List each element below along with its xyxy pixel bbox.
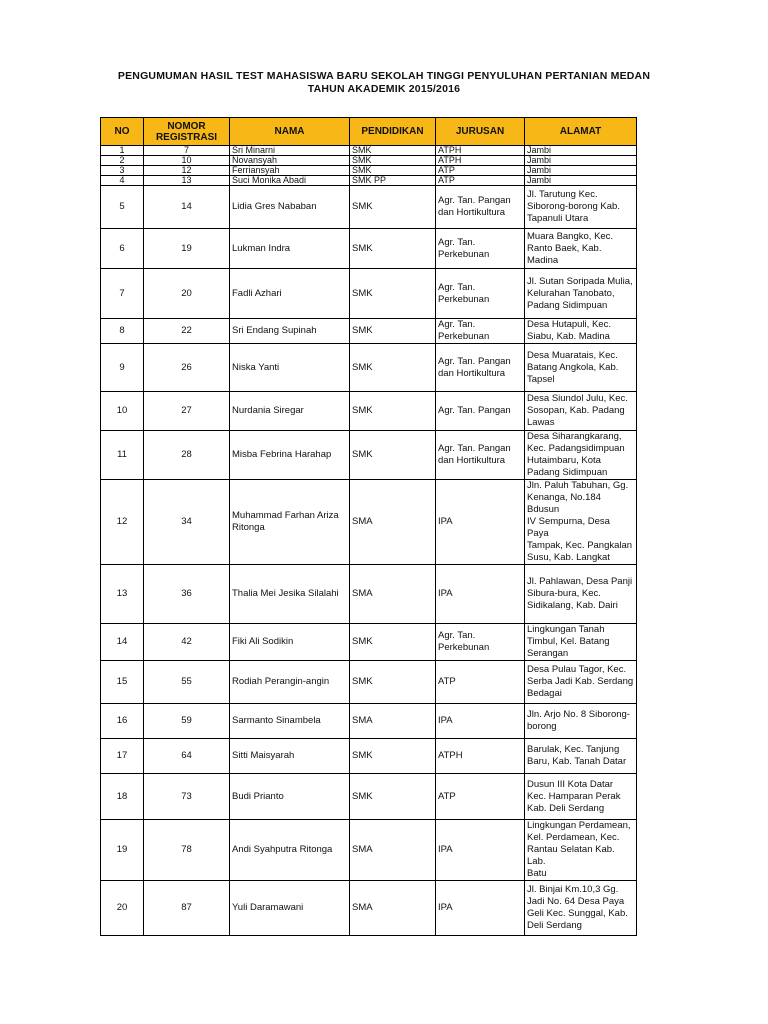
cell-alamat: Jambi xyxy=(525,166,637,176)
cell-nomor-registrasi: 42 xyxy=(144,624,230,661)
cell-jurusan: Agr. Tan. Perkebunan xyxy=(436,269,525,319)
cell-nomor-registrasi: 7 xyxy=(144,146,230,156)
cell-nomor-registrasi: 36 xyxy=(144,565,230,624)
cell-pendidikan: SMK xyxy=(350,661,436,704)
cell-alamat: Jambi xyxy=(525,146,637,156)
cell-nama: Lidia Gres Nababan xyxy=(230,186,350,229)
cell-alamat: Lingkungan Tanah Timbul, Kel. Batang Serangan xyxy=(525,624,637,661)
cell-jurusan: IPA xyxy=(436,820,525,881)
table-row xyxy=(101,156,637,166)
cell-nama: Muhammad Farhan Ariza Ritonga xyxy=(230,480,350,565)
cell-pendidikan: SMK xyxy=(350,166,436,176)
cell-nomor-registrasi: 10 xyxy=(144,156,230,166)
cell-jurusan: ATP xyxy=(436,166,525,176)
table-row xyxy=(101,146,637,156)
cell-alamat: Jln. Paluh Tabuhan, Gg. Kenanga, No.184 Bdusun IV Sempurna, Desa Paya Tampak, Kec. Pangkalan Susu, Kab. Langkat xyxy=(525,480,637,565)
cell-nomor-registrasi: 13 xyxy=(144,176,230,186)
cell-no: 2 xyxy=(101,156,144,166)
cell-nomor-registrasi: 26 xyxy=(144,344,230,392)
cell-no: 16 xyxy=(101,704,144,739)
table-row xyxy=(101,319,637,344)
cell-no: 5 xyxy=(101,186,144,229)
cell-alamat: Desa Pulau Tagor, Kec. Serba Jadi Kab. Serdang Bedagai xyxy=(525,661,637,704)
cell-nama: Sitti Maisyarah xyxy=(230,739,350,774)
cell-jurusan: IPA xyxy=(436,480,525,565)
cell-alamat: Desa Hutapuli, Kec. Siabu, Kab. Madina xyxy=(525,319,637,344)
cell-pendidikan: SMA xyxy=(350,480,436,565)
cell-alamat: Desa Muaratais, Kec. Batang Angkola, Kab. Tapsel xyxy=(525,344,637,392)
cell-no: 13 xyxy=(101,565,144,624)
table-row xyxy=(101,661,637,704)
cell-jurusan: ATP xyxy=(436,774,525,820)
cell-jurusan: Agr. Tan. Pangan dan Hortikultura xyxy=(436,186,525,229)
cell-no: 3 xyxy=(101,166,144,176)
cell-nama: Ferriansyah xyxy=(230,166,350,176)
table-row xyxy=(101,166,637,176)
cell-nomor-registrasi: 20 xyxy=(144,269,230,319)
header-alamat: ALAMAT xyxy=(525,118,637,146)
header-no: NO xyxy=(101,118,144,146)
cell-pendidikan: SMK xyxy=(350,624,436,661)
table-row xyxy=(101,774,637,820)
table-row xyxy=(101,392,637,431)
table-row xyxy=(101,431,637,480)
cell-pendidikan: SMA xyxy=(350,820,436,881)
table-row xyxy=(101,344,637,392)
table-row xyxy=(101,480,637,565)
header-pendidikan: PENDIDIKAN xyxy=(350,118,436,146)
table-row xyxy=(101,624,637,661)
cell-jurusan: Agr. Tan. Pangan xyxy=(436,392,525,431)
header-jurusan: JURUSAN xyxy=(436,118,525,146)
cell-jurusan: IPA xyxy=(436,704,525,739)
document-title: PENGUMUMAN HASIL TEST MAHASISWA BARU SEKOLAH TINGGI PENYULUHAN PERTANIAN MEDAN xyxy=(117,70,651,82)
cell-no: 14 xyxy=(101,624,144,661)
cell-jurusan: Agr. Tan. Perkebunan xyxy=(436,624,525,661)
cell-alamat: Desa Siharangkarang, Kec. Padangsidimpuan Hutaimbaru, Kota Padang Sidimpuan xyxy=(525,431,637,480)
cell-no: 12 xyxy=(101,480,144,565)
cell-alamat: Jambi xyxy=(525,156,637,166)
cell-alamat: Jl. Sutan Soripada Mulia, Kelurahan Tanobato, Padang Sidimpuan xyxy=(525,269,637,319)
cell-jurusan: IPA xyxy=(436,881,525,936)
cell-alamat: Dusun III Kota Datar Kec. Hamparan Perak Kab. Deli Serdang xyxy=(525,774,637,820)
cell-alamat: Jl. Binjai Km.10,3 Gg. Jadi No. 64 Desa Paya Geli Kec. Sunggal, Kab. Deli Serdang xyxy=(525,881,637,936)
cell-alamat: Lingkungan Perdamean, Kel. Perdamean, Kec. Rantau Selatan Kab. Lab. Batu xyxy=(525,820,637,881)
cell-nama: Niska Yanti xyxy=(230,344,350,392)
cell-nomor-registrasi: 59 xyxy=(144,704,230,739)
cell-jurusan: ATPH xyxy=(436,156,525,166)
cell-pendidikan: SMK xyxy=(350,146,436,156)
cell-no: 1 xyxy=(101,146,144,156)
cell-alamat: Jl. Pahlawan, Desa Panji Sibura-bura, Kec. Sidikalang, Kab. Dairi xyxy=(525,565,637,624)
cell-pendidikan: SMK xyxy=(350,774,436,820)
table-row xyxy=(101,186,637,229)
cell-pendidikan: SMK PP xyxy=(350,176,436,186)
cell-jurusan: ATPH xyxy=(436,739,525,774)
cell-nama: Novansyah xyxy=(230,156,350,166)
table-row xyxy=(101,820,637,881)
table-row xyxy=(101,739,637,774)
cell-no: 7 xyxy=(101,269,144,319)
cell-pendidikan: SMK xyxy=(350,319,436,344)
cell-pendidikan: SMK xyxy=(350,156,436,166)
cell-nomor-registrasi: 14 xyxy=(144,186,230,229)
cell-jurusan: ATPH xyxy=(436,146,525,156)
cell-nomor-registrasi: 34 xyxy=(144,480,230,565)
cell-nama: Suci Monika Abadi xyxy=(230,176,350,186)
cell-pendidikan: SMK xyxy=(350,739,436,774)
cell-nomor-registrasi: 19 xyxy=(144,229,230,269)
cell-nomor-registrasi: 12 xyxy=(144,166,230,176)
header-nomor-registrasi: NOMOR REGISTRASI xyxy=(144,118,230,146)
table-row xyxy=(101,704,637,739)
cell-jurusan: Agr. Tan. Pangan dan Hortikultura xyxy=(436,344,525,392)
cell-no: 19 xyxy=(101,820,144,881)
cell-nomor-registrasi: 27 xyxy=(144,392,230,431)
cell-no: 4 xyxy=(101,176,144,186)
cell-alamat: Barulak, Kec. Tanjung Baru, Kab. Tanah Datar xyxy=(525,739,637,774)
cell-pendidikan: SMA xyxy=(350,565,436,624)
cell-pendidikan: SMK xyxy=(350,229,436,269)
cell-alamat: Desa Siundol Julu, Kec. Sosopan, Kab. Padang Lawas xyxy=(525,392,637,431)
cell-nama: Lukman Indra xyxy=(230,229,350,269)
cell-pendidikan: SMA xyxy=(350,881,436,936)
cell-nama: Yuli Daramawani xyxy=(230,881,350,936)
cell-no: 11 xyxy=(101,431,144,480)
cell-no: 6 xyxy=(101,229,144,269)
cell-no: 15 xyxy=(101,661,144,704)
cell-alamat: Muara Bangko, Kec. Ranto Baek, Kab. Madina xyxy=(525,229,637,269)
cell-nomor-registrasi: 28 xyxy=(144,431,230,480)
cell-pendidikan: SMA xyxy=(350,704,436,739)
cell-alamat: Jambi xyxy=(525,176,637,186)
cell-jurusan: Agr. Tan. Perkebunan xyxy=(436,229,525,269)
cell-no: 10 xyxy=(101,392,144,431)
table-row xyxy=(101,881,637,936)
table-row xyxy=(101,565,637,624)
table-row xyxy=(101,229,637,269)
header-nama: NAMA xyxy=(230,118,350,146)
cell-jurusan: ATP xyxy=(436,661,525,704)
cell-nama: Fiki Ali Sodikin xyxy=(230,624,350,661)
cell-jurusan: Agr. Tan. Pangan dan Hortikultura xyxy=(436,431,525,480)
cell-no: 17 xyxy=(101,739,144,774)
cell-nomor-registrasi: 73 xyxy=(144,774,230,820)
cell-alamat: Jln. Arjo No. 8 Siborong- borong xyxy=(525,704,637,739)
cell-nomor-registrasi: 64 xyxy=(144,739,230,774)
results-table xyxy=(100,117,637,936)
cell-jurusan: IPA xyxy=(436,565,525,624)
cell-nama: Misba Febrina Harahap xyxy=(230,431,350,480)
cell-nama: Budi Prianto xyxy=(230,774,350,820)
cell-nomor-registrasi: 87 xyxy=(144,881,230,936)
cell-nama: Thalia Mei Jesika Silalahi xyxy=(230,565,350,624)
cell-pendidikan: SMK xyxy=(350,392,436,431)
cell-nama: Andi Syahputra Ritonga xyxy=(230,820,350,881)
cell-nama: Rodiah Perangin-angin xyxy=(230,661,350,704)
table-header-row xyxy=(101,118,637,146)
cell-alamat: Jl. Tarutung Kec. Siborong-borong Kab. Tapanuli Utara xyxy=(525,186,637,229)
cell-no: 18 xyxy=(101,774,144,820)
cell-nomor-registrasi: 78 xyxy=(144,820,230,881)
cell-nama: Sarmanto Sinambela xyxy=(230,704,350,739)
cell-no: 8 xyxy=(101,319,144,344)
cell-jurusan: Agr. Tan. Perkebunan xyxy=(436,319,525,344)
table-row xyxy=(101,176,637,186)
cell-pendidikan: SMK xyxy=(350,186,436,229)
cell-nomor-registrasi: 22 xyxy=(144,319,230,344)
cell-pendidikan: SMK xyxy=(350,269,436,319)
cell-nomor-registrasi: 55 xyxy=(144,661,230,704)
table-row xyxy=(101,269,637,319)
cell-nama: Nurdania Siregar xyxy=(230,392,350,431)
cell-nama: Sri Endang Supinah xyxy=(230,319,350,344)
cell-pendidikan: SMK xyxy=(350,344,436,392)
document-subtitle: TAHUN AKADEMIK 2015/2016 xyxy=(307,83,461,95)
cell-pendidikan: SMK xyxy=(350,431,436,480)
cell-no: 20 xyxy=(101,881,144,936)
cell-no: 9 xyxy=(101,344,144,392)
cell-nama: Fadli Azhari xyxy=(230,269,350,319)
cell-nama: Sri Minarni xyxy=(230,146,350,156)
cell-jurusan: ATP xyxy=(436,176,525,186)
